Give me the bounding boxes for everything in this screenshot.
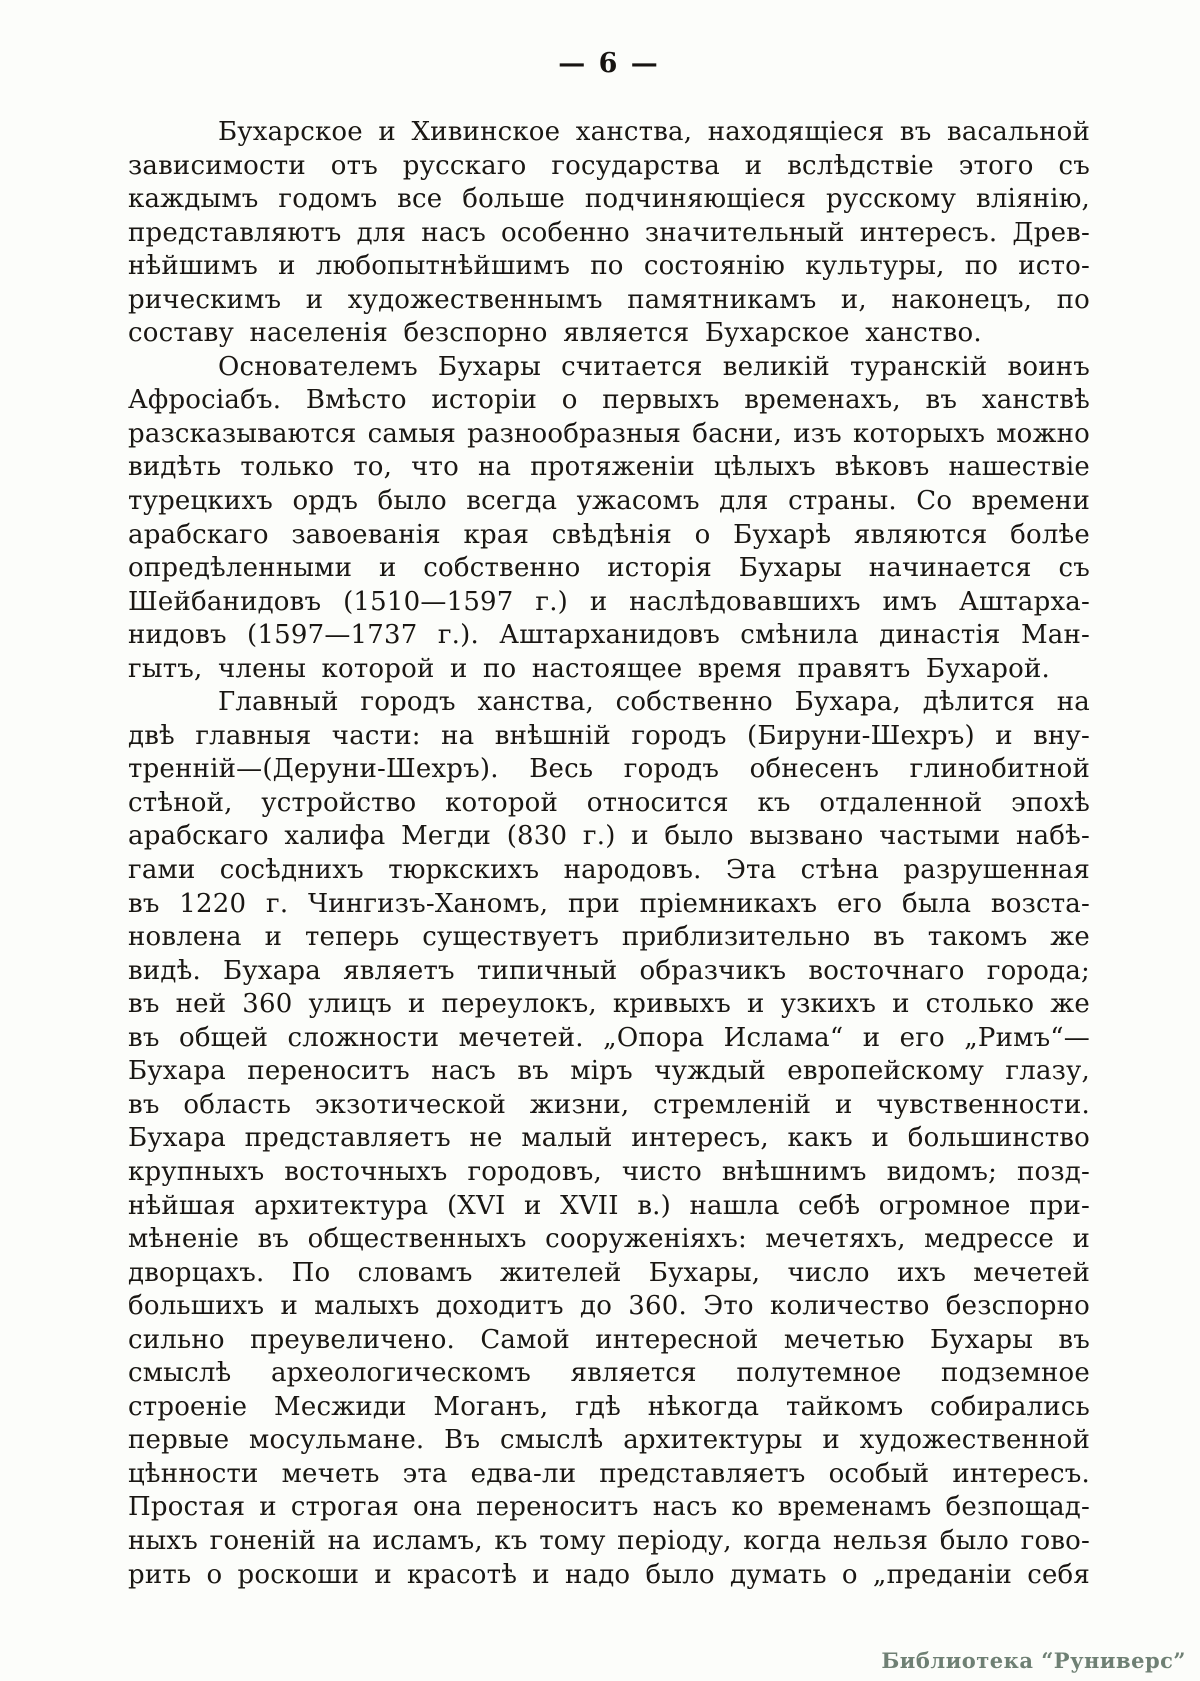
text-line: Основателемъ Бухары считается великій туранскій воинъ (218, 351, 1090, 382)
text-line: представляютъ для насъ особенно значительный интересъ. Древ- (128, 217, 1090, 248)
text-line: каждымъ годомъ все больше подчиняющіеся русскому вліянію, (128, 184, 1090, 215)
text-line: ныхъ гоненій на исламъ, къ тому періоду, когда нельзя было гово- (128, 1525, 1090, 1556)
text-line: Бухара переноситъ насъ въ міръ чуждый европейскому глазу, (128, 1056, 1090, 1087)
text-line: цѣнности мечеть эта едва-ли представляетъ особый интересъ. (128, 1458, 1090, 1489)
text-line: большихъ и малыхъ доходитъ до 360. Это количество безспорно (128, 1291, 1090, 1322)
text-line: видѣть только то, что на протяженіи цѣлыхъ вѣковъ нашествіе (128, 452, 1090, 483)
text-line: тренній—(Деруни-Шехръ). Весь городъ обнесенъ глинобитной (128, 754, 1090, 785)
library-watermark: Библиотека “Руниверс” (881, 1648, 1186, 1673)
text-line: арабскаго завоеванія края свѣдѣнія о Бухарѣ являются болѣе (128, 519, 1090, 550)
text-line: Бухара представляетъ не малый интересъ, какъ и большинство (128, 1123, 1090, 1154)
text-line: дворцахъ. По словамъ жителей Бухары, число ихъ мечетей (128, 1257, 1090, 1288)
text-line: смыслѣ археологическомъ является полутемное подземное (128, 1358, 1090, 1389)
page-number-header: — 6 — (558, 48, 660, 79)
text-line: двѣ главныя части: на внѣшній городъ (Бируни-Шехръ) и вну- (128, 720, 1090, 751)
text-line: въ область экзотической жизни, стремленій и чувственности. (128, 1089, 1090, 1120)
text-line: опредѣленными и собственно исторія Бухары начинается съ (128, 553, 1090, 584)
text-line: гытъ, члены которой и по настоящее время правятъ Бухарой. (128, 653, 1050, 684)
text-line: нидовъ (1597—1737 г.). Аштарханидовъ смѣнила династія Ман- (128, 620, 1090, 651)
text-line: въ 1220 г. Чингизъ-Ханомъ, при пріемникахъ его была возста- (128, 888, 1090, 919)
text-line: въ общей сложности мечетей. „Опора Ислама“ и его „Римъ“— (128, 1022, 1090, 1053)
text-line: Бухарское и Хивинское ханства, находящіеся въ васальной (218, 117, 1090, 147)
text-line: сильно преувеличено. Самой интересной мечетью Бухары въ (128, 1324, 1090, 1355)
text-line: видѣ. Бухара являетъ типичный образчикъ восточнаго города; (128, 955, 1090, 986)
text-line: составу населенія безспорно является Бухарское ханство. (128, 318, 982, 349)
text-line: Афросіабъ. Вмѣсто исторіи о первыхъ временахъ, въ ханствѣ (128, 385, 1090, 416)
text-line: турецкихъ ордъ было всегда ужасомъ для страны. Со времени (128, 486, 1090, 517)
text-line: стѣной, устройство которой относится къ отдаленной эпохѣ (128, 787, 1090, 818)
text-line: арабскаго халифа Мегди (830 г.) и было вызвано частыми набѣ- (128, 821, 1090, 852)
text-line: Главный городъ ханства, собственно Бухара, дѣлится на (218, 687, 1090, 718)
text-line: крупныхъ восточныхъ городовъ, чисто внѣшнимъ видомъ; позд- (128, 1156, 1090, 1187)
text-line: Шейбанидовъ (1510—1597 г.) и наслѣдовавшихъ имъ Аштарха- (128, 586, 1090, 617)
text-line: гами сосѣднихъ тюркскихъ народовъ. Эта стѣна разрушенная (128, 855, 1090, 886)
text-line: въ ней 360 улицъ и переулокъ, кривыхъ и узкихъ и столько же (128, 989, 1090, 1020)
text-line: мѣненіе въ общественныхъ сооруженіяхъ: мечетяхъ, медрессе и (128, 1224, 1090, 1255)
text-line: рическимъ и художественнымъ памятникамъ и, наконецъ, по (128, 284, 1090, 315)
text-line: рить о роскоши и красотѣ и надо было думать о „преданіи себя (128, 1559, 1090, 1590)
body-text (128, 116, 1090, 1592)
text-line: первые мосульмане. Въ смыслѣ архитектуры и художественной (128, 1425, 1090, 1456)
text-line: нѣйшая архитектура (XVI и XVII в.) нашла себѣ огромное при- (128, 1190, 1090, 1221)
text-line: разсказываются самыя разнообразныя басни, изъ которыхъ можно (128, 418, 1090, 449)
text-line: строеніе Месжиди Моганъ, гдѣ нѣкогда тайкомъ собирались (128, 1391, 1090, 1422)
text-line: новлена и теперь существуетъ приблизительно въ такомъ же (128, 922, 1090, 953)
text-line: Простая и строгая она переноситъ насъ ко временамъ безпощад- (128, 1492, 1090, 1523)
text-line: зависимости отъ русскаго государства и вслѣдствіе этого съ (128, 150, 1090, 181)
text-line: нѣйшимъ и любопытнѣйшимъ по состоянію культуры, по исто- (128, 251, 1090, 282)
